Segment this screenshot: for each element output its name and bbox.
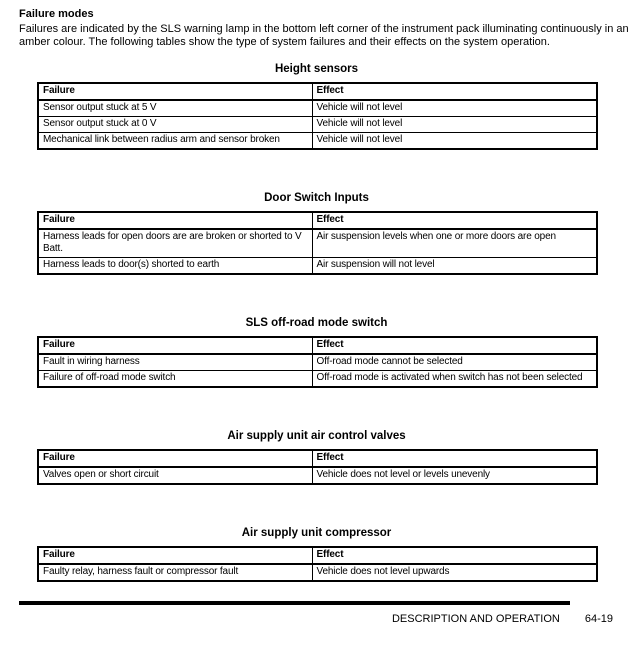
effect-cell: Vehicle will not level (312, 133, 597, 150)
table-row (38, 229, 597, 258)
column-header-effect: Effect (312, 450, 597, 467)
column-header-failure: Failure (38, 212, 312, 229)
table-title: Air supply unit compressor (241, 527, 392, 539)
effect-cell: Vehicle will not level (312, 117, 597, 133)
column-header-failure: Failure (38, 547, 312, 564)
failure-table-section (37, 429, 596, 485)
table-header-row (38, 337, 597, 354)
failure-table (37, 449, 598, 485)
footer-text-row (19, 613, 613, 626)
table-header-row (38, 212, 597, 229)
footer-section-label: DESCRIPTION AND OPERATION (391, 613, 560, 625)
effect-cell: Vehicle does not level or levels unevenly (312, 467, 597, 484)
table-title: SLS off-road mode switch (245, 317, 388, 329)
table-row (38, 371, 597, 388)
failure-cell: Valves open or short circuit (38, 467, 312, 484)
failure-cell: Failure of off-road mode switch (38, 371, 312, 388)
table-row (38, 133, 597, 150)
failure-cell: Faulty relay, harness fault or compressor fault (38, 564, 312, 581)
failure-table-section (37, 316, 596, 388)
table-header-row (38, 547, 597, 564)
effect-cell: Off-road mode is activated when switch has not been selected (312, 371, 597, 388)
effect-cell: Air suspension will not level (312, 258, 597, 275)
table-header-row (38, 83, 597, 100)
column-header-effect: Effect (312, 547, 597, 564)
column-header-effect: Effect (312, 337, 597, 354)
failure-cell: Sensor output stuck at 0 V (38, 117, 312, 133)
table-title: Height sensors (274, 63, 359, 75)
table-title: Air supply unit air control valves (227, 430, 406, 442)
failure-table (37, 82, 598, 150)
failure-cell: Mechanical link between radius arm and sensor broken (38, 133, 312, 150)
effect-cell: Air suspension levels when one or more doors are open (312, 229, 597, 258)
failure-table (37, 546, 598, 582)
table-row (38, 100, 597, 117)
column-header-effect: Effect (312, 212, 597, 229)
effect-cell: Off-road mode cannot be selected (312, 354, 597, 371)
intro-paragraph: Failures are indicated by the SLS warning lamp in the bottom left corner of the instrument pack illuminating continuously in an amber colour. The following tables show the type of system failures and their effects on the system operation. (19, 23, 629, 48)
table-title: Door Switch Inputs (264, 192, 369, 204)
failure-table (37, 211, 598, 275)
table-row (38, 258, 597, 275)
page-title: Failure modes (19, 8, 94, 20)
page-footer (19, 601, 635, 626)
failure-tables-container (37, 62, 596, 582)
effect-cell: Vehicle will not level (312, 100, 597, 117)
column-header-failure: Failure (38, 337, 312, 354)
effect-cell: Vehicle does not level upwards (312, 564, 597, 581)
footer-page-number: 64-19 (584, 613, 613, 625)
failure-cell: Sensor output stuck at 5 V (38, 100, 312, 117)
table-row (38, 117, 597, 133)
column-header-failure: Failure (38, 450, 312, 467)
failure-table-section (37, 526, 596, 582)
table-header-row (38, 450, 597, 467)
footer-rule (19, 601, 570, 605)
column-header-effect: Effect (312, 83, 597, 100)
table-row (38, 354, 597, 371)
failure-cell: Fault in wiring harness (38, 354, 312, 371)
failure-cell: Harness leads to door(s) shorted to earth (38, 258, 312, 275)
table-row (38, 467, 597, 484)
failure-table (37, 336, 598, 388)
column-header-failure: Failure (38, 83, 312, 100)
failure-cell: Harness leads for open doors are are broken or shorted to V Batt. (38, 229, 312, 258)
failure-table-section (37, 62, 596, 150)
table-row (38, 564, 597, 581)
failure-table-section (37, 191, 596, 275)
